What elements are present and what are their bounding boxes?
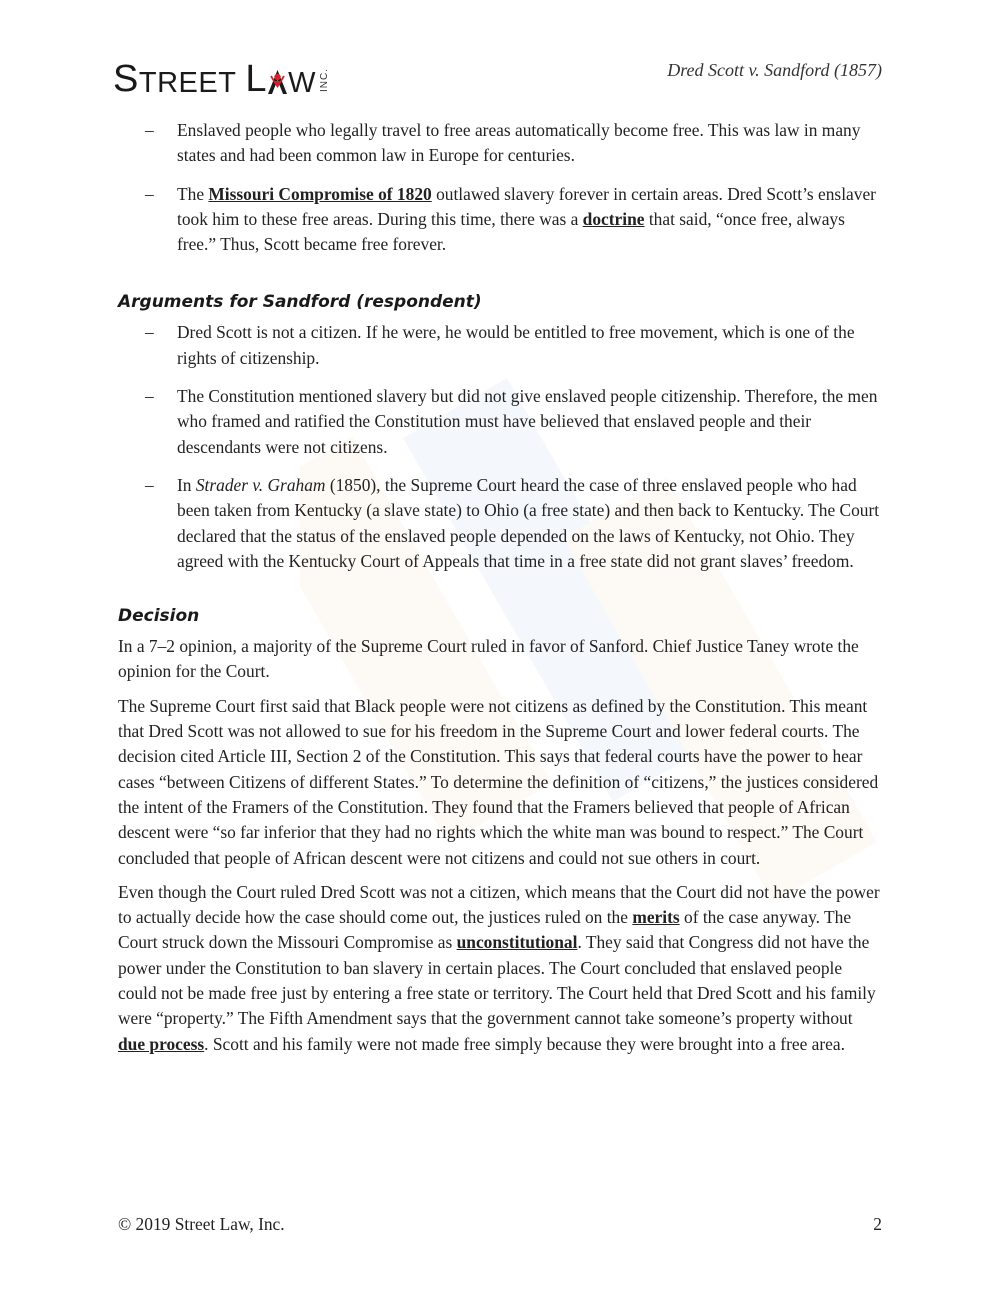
- glossary-term-doctrine: doctrine: [582, 208, 645, 229]
- decision-paragraph-3: Even though the Court ruled Dred Scott was not a citizen, which means that the Court did not have the power to actually decide how the case should come out, the justices ruled on the merits of the case anyway. The Court struck down the Missouri Compromise as unconstitutional. They said that Congress did not have the power under the Constitution to ban slavery in certain places. The Court concluded that enslaved people could not be made free just by entering a free state or territory. The Court held that Dred Scott and his family were “property.” The Fifth Amendment says that the government cannot take someone’s property without due process. Scott and his family were not made free simply because they were brought into a free area.: [118, 881, 880, 1054]
- list-item: – Enslaved people who legally travel to free areas automatically become free. This was law in many states and had been common law in Europe for centuries.: [118, 118, 882, 169]
- logo-letters-treet: TREET: [138, 67, 237, 99]
- list-item: – In Strader v. Graham (1850), the Supreme Court heard the case of three enslaved people who had been taken from Kentucky (a slave state) to Ohio (a free state) and then back to Kentucky. The Court declared that the status of the enslaved people depended on the laws of Kentucky, not Ohio. They agreed with the Kentucky Court of Appeals that time in a free state did not grant slaves’ freedom.: [118, 473, 882, 574]
- footer-copyright: © 2019 Street Law, Inc.: [118, 1214, 285, 1234]
- document-title: Dred Scott v. Sandford (1857): [667, 60, 882, 80]
- logo-letter-w: W: [288, 67, 316, 99]
- decision-paragraph-2: The Supreme Court first said that Black people were not citizens as defined by the Constitution. This meant that Dred Scott was not allowed to sue for his freedom in the Supreme Court and lower federal courts. The decision cited Article III, Section 2 of the Constitution. This says that federal courts have the power to hear cases “between Citizens of different States.” To determine the definition of “citizens,” the justices considered the intent of the Framers of the Constitution. They found that the Framers believed that people of African descent were “so far inferior that they had no rights which the white man was bound to respect.” The Court concluded that people of African descent were not citizens and could not sue others in court.: [118, 695, 879, 868]
- glossary-term-unconstitutional: unconstitutional: [456, 932, 578, 953]
- street-law-logo: [113, 52, 330, 98]
- logo-figure-icon: [268, 68, 287, 94]
- decision-heading: Decision: [118, 606, 200, 627]
- logo-inc: INC.: [318, 68, 330, 92]
- list-item: – The Constitution mentioned slavery but did not give enslaved people citizenship. Therefore, the men who framed and ratified the Constitution must have believed that enslaved people and their descendants were not citizens.: [118, 384, 882, 460]
- glossary-term-merits: merits: [632, 907, 680, 928]
- petitioner-arguments-list: [118, 118, 882, 257]
- respondent-heading: Arguments for Sandford (respondent): [118, 292, 482, 313]
- list-item: – The Missouri Compromise of 1820 outlawed slavery forever in certain areas. Dred Scott’s enslaver took him to these free areas. During this time, there was a doctrine that said, “once free, always free.” Thus, Scott became free forever.: [118, 182, 882, 258]
- case-name: Strader v. Graham: [195, 474, 326, 495]
- glossary-term-missouri-compromise: Missouri Compromise of 1820: [208, 183, 432, 204]
- page-number: 2: [873, 1214, 882, 1234]
- decision-paragraph-1: In a 7–2 opinion, a majority of the Supreme Court ruled in favor of Sanford. Chief Justice Taney wrote the opinion for the Court.: [118, 636, 859, 682]
- logo-letter-l: L: [245, 58, 268, 100]
- respondent-arguments-list: [118, 320, 882, 574]
- glossary-term-due-process: due process: [118, 1033, 205, 1054]
- main-content: [118, 118, 882, 1066]
- list-item: – Dred Scott is not a citizen. If he were, he would be entitled to free movement, which is one of the rights of citizenship.: [118, 320, 882, 371]
- logo-letter-s: S: [113, 58, 139, 100]
